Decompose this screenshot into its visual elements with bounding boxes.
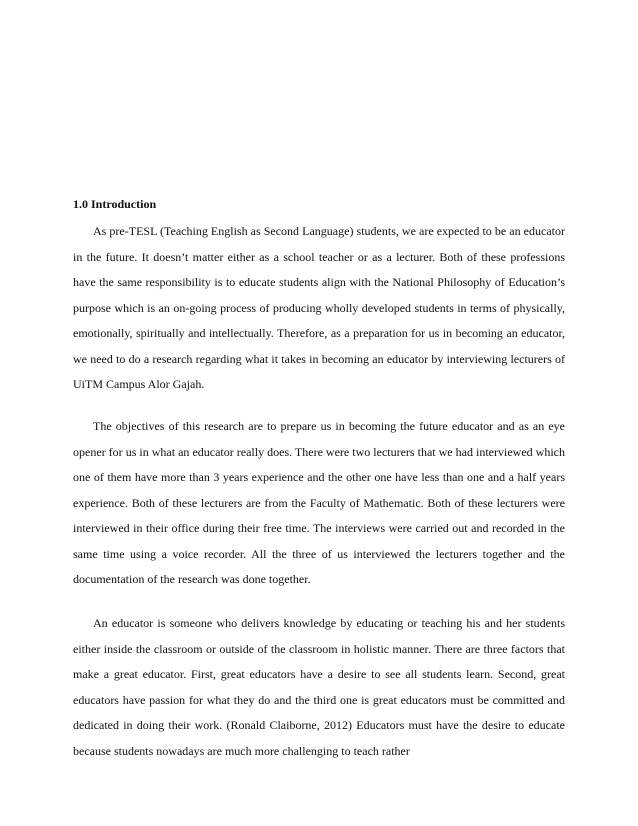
paragraph-2: The objectives of this research are to prepare us in becoming the future educator and as an eye opener for us in what an educator really does. There were two lecturers that we had interviewed which one of them have more than 3 years experience and the other one have less than one and a half years experience. Both of these lecturers are from the Faculty of Mathematic. Both of these lecturers were interviewed in their office during their free time. The interviews were carried out and recorded in the same time using a voice recorder. All the three of us interviewed the lecturers together and the documentation of the research was done together. — [73, 419, 565, 586]
paragraph-1: As pre-TESL (Teaching English as Second Language) students, we are expected to be an educator in the future. It doesn’t matter either as a school teacher or as a lecturer. Both of these professions have the same responsibility is to educate students align with the National Philosophy of Education’s purpose which is an on-going process of producing wholly developed students in terms of physically, emotionally, spiritually and intellectually. Therefore, as a preparation for us in becoming an educator, we need to do a research regarding what it takes in becoming an educator by interviewing lecturers of UiTM Campus Alor Gajah. — [73, 224, 565, 391]
section-heading: 1.0 Introduction — [73, 197, 157, 211]
paragraph-3: An educator is someone who delivers knowledge by educating or teaching his and her students either inside the classroom or outside of the classroom in holistic manner. There are three factors that make a great educator. First, great educators have a desire to see all students learn. Second, great educators have passion for what they do and the third one is great educators must be committed and dedicated in doing their work. (Ronald Claiborne, 2012) Educators must have the desire to educate because students nowadays are much more challenging to teach rather — [73, 616, 565, 758]
